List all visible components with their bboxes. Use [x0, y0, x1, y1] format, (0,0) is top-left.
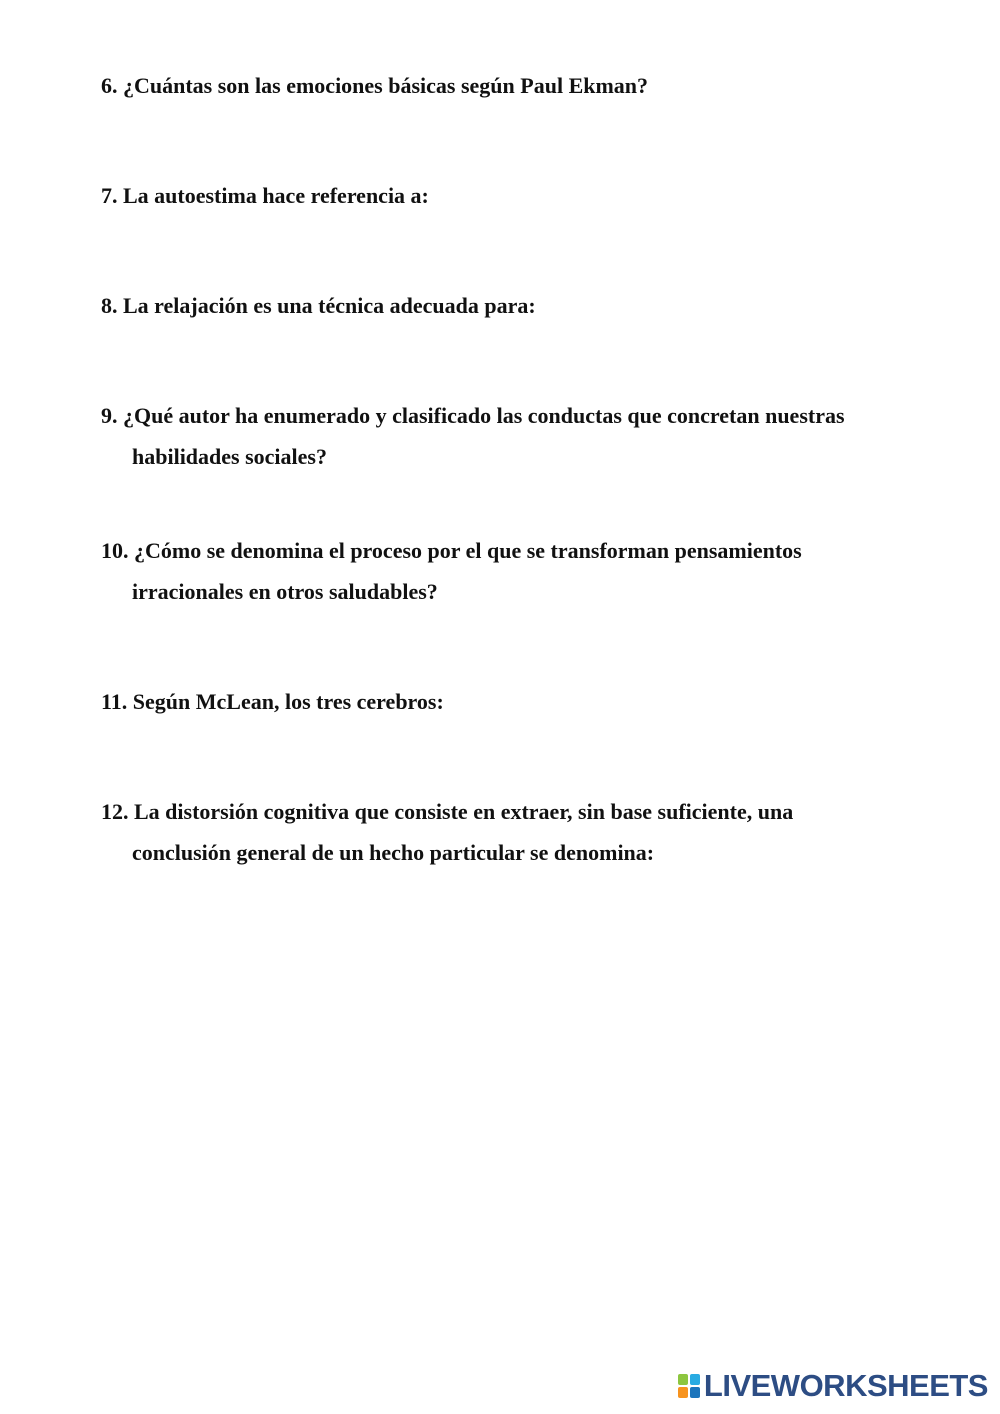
- question-11-line-1: 11. Según McLean, los tres cerebros:: [101, 689, 444, 714]
- question-8-line-1: 8. La relajación es una técnica adecuada para:: [101, 293, 536, 318]
- question-10-line-2: irracionales en otros saludables?: [132, 579, 438, 604]
- question-10-line-1: 10. ¿Cómo se denomina el proceso por el que se transforman pensamientos: [101, 538, 802, 563]
- question-7: [101, 175, 931, 216]
- question-11: [101, 681, 931, 722]
- question-9: [101, 395, 931, 477]
- question-6-line-1: 6. ¿Cuántas son las emociones básicas según Paul Ekman?: [101, 73, 649, 98]
- question-8: [101, 285, 931, 326]
- question-10: [101, 530, 931, 612]
- question-12-line-1: 12. La distorsión cognitiva que consiste en extraer, sin base suficiente, una: [101, 799, 794, 824]
- liveworksheets-wordmark: LIVEWORKSHEETS: [703, 1368, 988, 1403]
- question-12: [101, 791, 931, 873]
- question-6: [101, 65, 931, 106]
- question-9-line-2: habilidades sociales?: [132, 444, 327, 469]
- question-7-line-1: 7. La autoestima hace referencia a:: [101, 183, 429, 208]
- liveworksheets-logo-icon: [677, 1373, 701, 1399]
- question-12-line-2: conclusión general de un hecho particular se denomina:: [132, 840, 655, 865]
- liveworksheets-brand: [677, 1366, 988, 1406]
- question-9-line-1: 9. ¿Qué autor ha enumerado y clasificado las conductas que concretan nuestras: [101, 403, 845, 428]
